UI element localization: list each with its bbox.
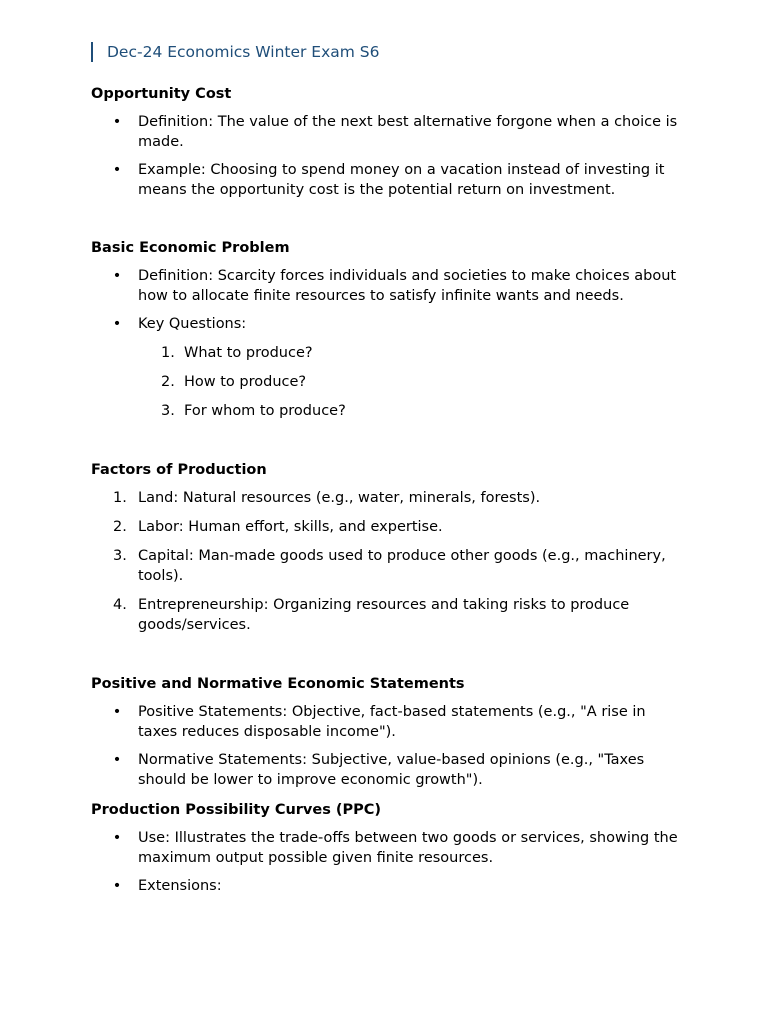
list-item-text: Key Questions: (138, 316, 247, 332)
section-spacer (91, 208, 681, 238)
header-title: Dec-24 Economics Winter Exam S6 (107, 43, 380, 61)
section-heading-ppc: Production Possibility Curves (PPC) (91, 802, 382, 818)
list-item-text: Use: Illustrates the trade-offs between two goods or services, showing the maximum output possible given finite resources. (138, 830, 678, 866)
bullet-icon: • (112, 268, 122, 284)
list-number: 4. (113, 597, 127, 613)
list-item-text: Definition: The value of the next best alternative forgone when a choice is made. (138, 114, 678, 150)
bullet-icon: • (112, 114, 122, 130)
list-item-text: Land: Natural resources (e.g., water, minerals, forests). (138, 490, 541, 506)
list-item (91, 828, 681, 868)
list-item-text: Labor: Human effort, skills, and expertise. (138, 519, 443, 535)
list-number: 3. (113, 548, 127, 564)
list-item-text: For whom to produce? (184, 403, 346, 419)
list-item (91, 546, 681, 586)
document-body (91, 84, 681, 904)
bullet-icon: • (112, 878, 122, 894)
list-item-text: Extensions: (138, 878, 222, 894)
list-number: 2. (161, 374, 175, 390)
bullet-icon: • (112, 704, 122, 720)
list-item-text: Example: Choosing to spend money on a vacation instead of investing it means the opportunity cost is the potential return on investment. (138, 162, 665, 198)
list-item-text: Definition: Scarcity forces individuals and societies to make choices about how to allocate finite resources to satisfy infinite wants and needs. (138, 268, 677, 304)
basic-problem-list (91, 266, 681, 421)
bullet-icon: • (112, 162, 122, 178)
section-heading-basic-economic-problem: Basic Economic Problem (91, 240, 290, 256)
list-item (91, 488, 681, 508)
list-item-text: What to produce? (184, 345, 313, 361)
page-header (91, 41, 380, 63)
section-heading-factors-of-production: Factors of Production (91, 462, 267, 478)
list-item (91, 702, 681, 742)
bullet-icon: • (112, 316, 122, 332)
list-item-text: Capital: Man-made goods used to produce other goods (e.g., machinery, tools). (138, 548, 666, 584)
list-item-text: Positive Statements: Objective, fact-based statements (e.g., "A rise in taxes reduces disposable income"). (138, 704, 646, 740)
list-item (138, 401, 681, 421)
list-item (91, 160, 681, 200)
list-item (138, 372, 681, 392)
list-item (91, 750, 681, 790)
header-accent-bar (91, 42, 93, 62)
list-item (91, 314, 681, 421)
list-number: 1. (161, 345, 175, 361)
list-number: 2. (113, 519, 127, 535)
list-item-text: How to produce? (184, 374, 307, 390)
list-item-text: Entrepreneurship: Organizing resources and taking risks to produce goods/services. (138, 597, 630, 633)
section-spacer (91, 644, 681, 674)
section-spacer (91, 430, 681, 460)
list-item (91, 112, 681, 152)
factors-list (91, 488, 681, 635)
list-number: 1. (113, 490, 127, 506)
list-item-text: Normative Statements: Subjective, value-based opinions (e.g., "Taxes should be lower to improve economic growth"). (138, 752, 645, 788)
list-item (138, 343, 681, 363)
list-item (91, 517, 681, 537)
list-item (91, 876, 681, 896)
list-item (91, 266, 681, 306)
ppc-list (91, 828, 681, 896)
section-heading-economic-statements: Positive and Normative Economic Statements (91, 676, 465, 692)
bullet-icon: • (112, 752, 122, 768)
list-number: 3. (161, 403, 175, 419)
statements-list (91, 702, 681, 790)
key-questions-list (138, 343, 681, 421)
bullet-icon: • (112, 830, 122, 846)
section-heading-opportunity-cost: Opportunity Cost (91, 86, 232, 102)
opportunity-cost-list (91, 112, 681, 200)
list-item (91, 595, 681, 635)
